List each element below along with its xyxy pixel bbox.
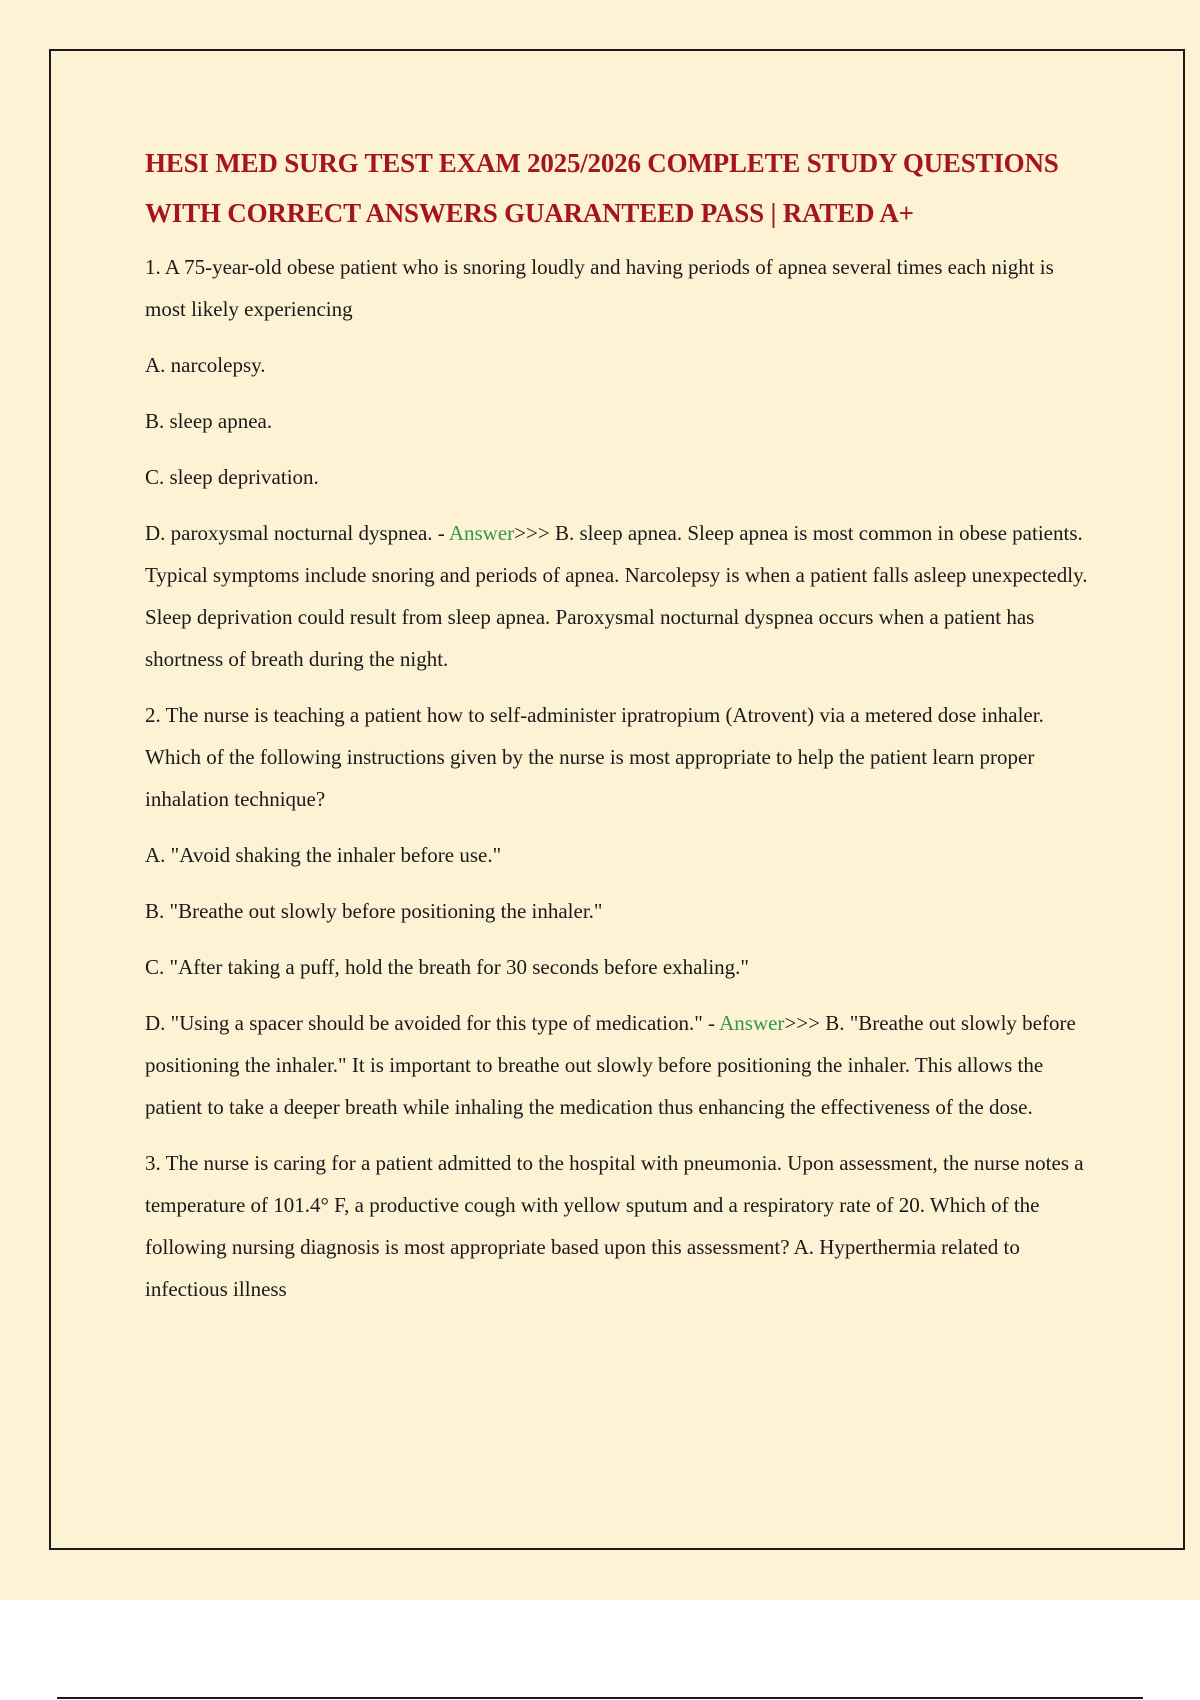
- answer-option: C. sleep deprivation.: [145, 465, 319, 489]
- question-stem: 3. The nurse is caring for a patient admitted to the hospital with pneumonia. Upon assessment, the nurse notes a temperature of 101.4° F, a productive cough with yellow sputum and a respiratory rate of 20. Which of the following nursing diagnosis is most appropriate based upon this assessment? A. Hyperthermia related to infectious illness: [145, 1151, 1084, 1301]
- answer-explanation: B. "Breathe out slowly before positioning the inhaler." It is important to breathe out slowly before positioning the inhaler. This allows the patient to take a deeper breath while inhaling the medication thus enhancing the effectiveness of the dose.: [145, 1011, 1076, 1119]
- answer-option-with-explanation: [145, 1002, 1095, 1128]
- answer-label: Answer: [448, 521, 515, 545]
- question-stem: 2. The nurse is teaching a patient how to self-administer ipratropium (Atrovent) via a metered dose inhaler. Which of the following instructions given by the nurse is most appropriate to help the patient learn proper inhalation technique?: [145, 703, 1044, 811]
- answer-option: A. narcolepsy.: [145, 353, 266, 377]
- answer-option: A. "Avoid shaking the inhaler before use.": [145, 843, 502, 867]
- answer-option: C. "After taking a puff, hold the breath for 30 seconds before exhaling.": [145, 955, 749, 979]
- answer-option: B. sleep apnea.: [145, 409, 273, 433]
- answer-explanation: B. sleep apnea. Sleep apnea is most common in obese patients. Typical symptoms include snoring and periods of apnea. Narcolepsy is when a patient falls asleep unexpectedly. Sleep deprivation could result from sleep apnea. Paroxysmal nocturnal dyspnea occurs when a patient has shortness of breath during the night.: [145, 521, 1088, 671]
- answer-arrow: >>>: [514, 521, 550, 545]
- answer-option-with-explanation: [145, 512, 1095, 680]
- answer-arrow: >>>: [784, 1011, 820, 1035]
- footer-divider: [57, 1697, 1143, 1699]
- answer-option: B. "Breathe out slowly before positioning the inhaler.": [145, 899, 603, 923]
- answer-label: Answer: [719, 1011, 785, 1035]
- document-title: HESI MED SURG TEST EXAM 2025/2026 COMPLETE STUDY QUESTIONS WITH CORRECT ANSWERS GUARANTEED PASS | RATED A+: [145, 148, 1059, 228]
- option-text: D. paroxysmal nocturnal dyspnea. -: [145, 521, 449, 545]
- question-stem: 1. A 75-year-old obese patient who is snoring loudly and having periods of apnea several times each night is most likely experiencing: [145, 255, 1054, 321]
- option-text: D. "Using a spacer should be avoided for this type of medication." -: [145, 1011, 720, 1035]
- document-body: [145, 138, 1095, 1324]
